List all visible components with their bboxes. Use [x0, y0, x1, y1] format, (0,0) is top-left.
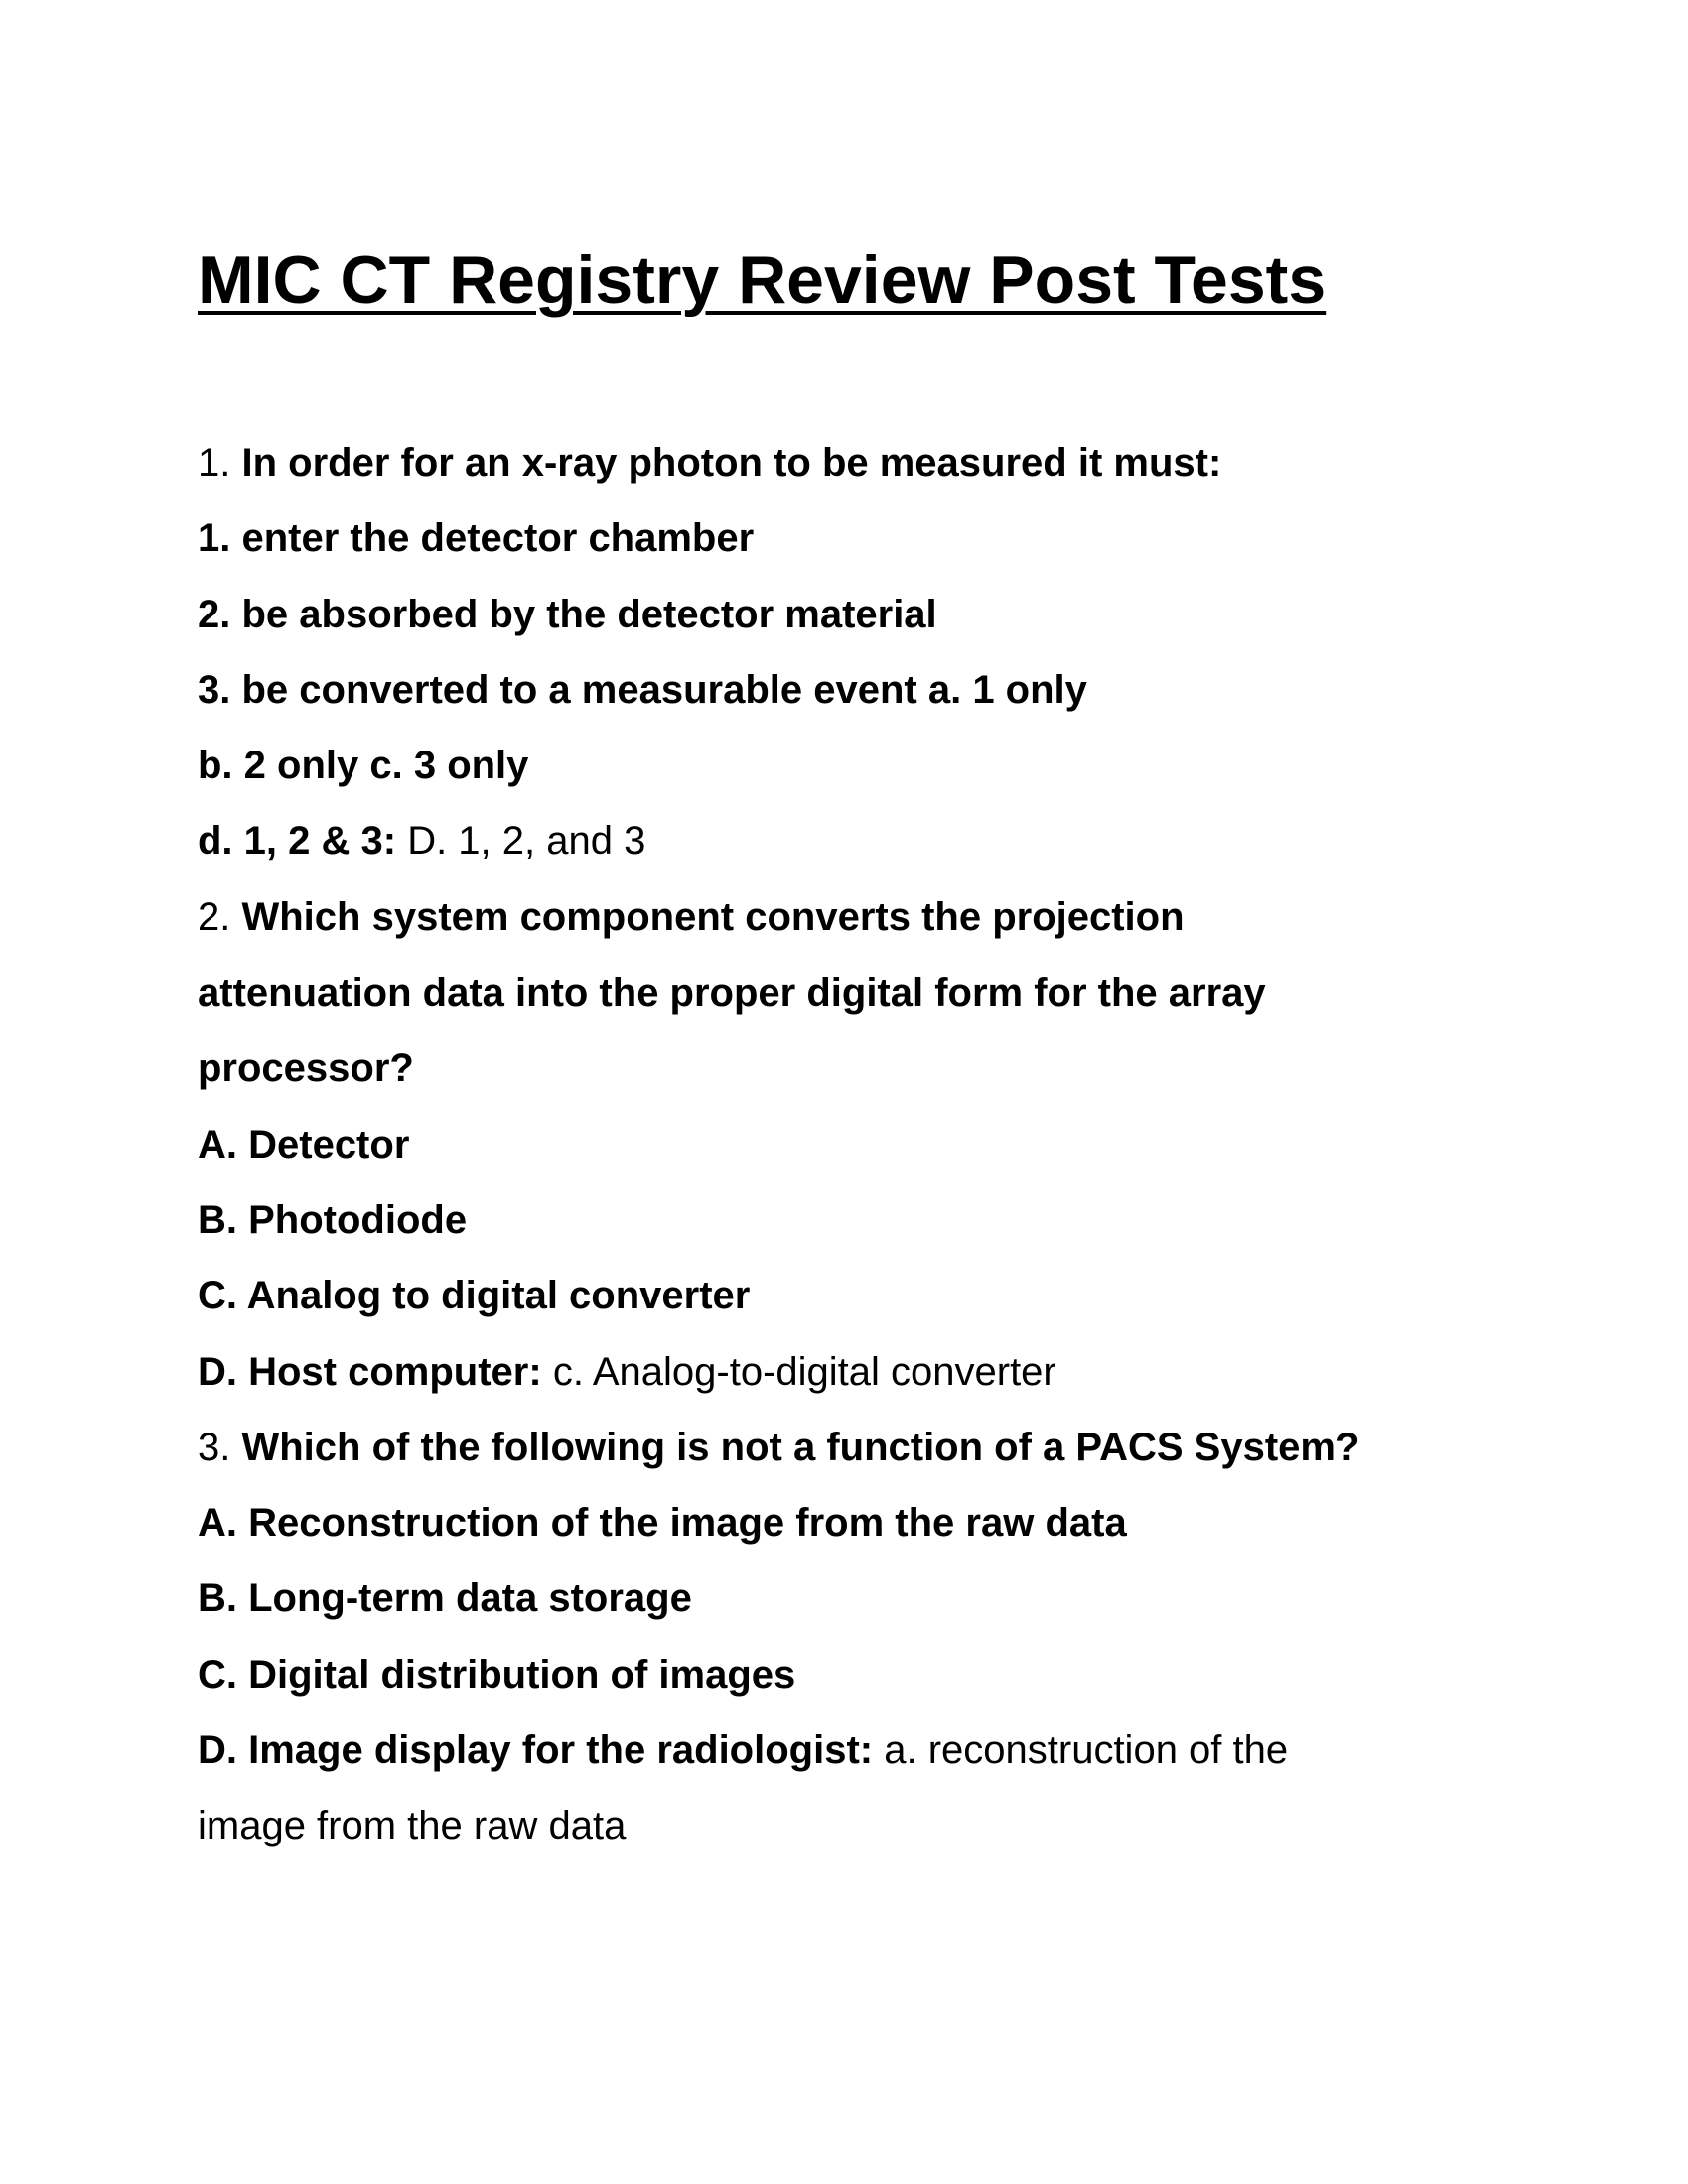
q3-prompt-line	[198, 1410, 1508, 1485]
q2-option-d: D. Host computer:	[198, 1349, 542, 1394]
q1-item-2: 2. be absorbed by the detector material	[198, 592, 937, 636]
q2-answer: c. Analog-to-digital converter	[552, 1349, 1056, 1394]
q1-answer: D. 1, 2, and 3	[407, 819, 646, 864]
q3-option-d-line	[198, 1712, 1508, 1788]
q2-option-c: C. Analog to digital converter	[198, 1274, 751, 1318]
q2-prompt-line-2: attenuation data into the proper digital form for the array	[198, 971, 1266, 1016]
q1-options-bc: b. 2 only c. 3 only	[198, 744, 529, 788]
q3-option-b: B. Long-term data storage	[198, 1576, 692, 1621]
q3-prompt: Which of the following is not a function of a PACS System?	[241, 1425, 1360, 1469]
q3-option-a: A. Reconstruction of the image from the raw data	[198, 1501, 1127, 1546]
q1-prompt: In order for an x-ray photon to be measured it must:	[241, 441, 1222, 484]
q2-prompt-1: Which system component converts the projection	[241, 894, 1185, 939]
q2-option-b: B. Photodiode	[198, 1197, 468, 1242]
q3-option-c: C. Digital distribution of images	[198, 1652, 796, 1697]
q2-prompt-line-3: processor?	[198, 1046, 414, 1091]
q3-answer-1: a. reconstruction of the	[884, 1728, 1289, 1773]
q2-number: 2.	[198, 894, 231, 939]
q1-number: 1.	[198, 441, 231, 484]
q2-prompt-line-1	[198, 880, 1508, 955]
q2-option-a: A. Detector	[198, 1122, 410, 1166]
q1-prompt-line	[198, 425, 1508, 500]
page-title: MIC CT Registry Review Post Tests	[198, 242, 1327, 318]
q3-answer-2: image from the raw data	[198, 1804, 627, 1848]
q1-item-3: 3. be converted to a measurable event a. 1 only	[198, 667, 1087, 712]
q2-option-d-line	[198, 1334, 1508, 1410]
q1-option-d-line	[198, 803, 1508, 879]
question-list	[198, 425, 1508, 1864]
q1-option-d: d. 1, 2 & 3:	[198, 819, 397, 864]
q3-number: 3.	[198, 1425, 231, 1469]
q1-item-1: 1. enter the detector chamber	[198, 516, 755, 561]
q3-option-d: D. Image display for the radiologist:	[198, 1728, 874, 1773]
